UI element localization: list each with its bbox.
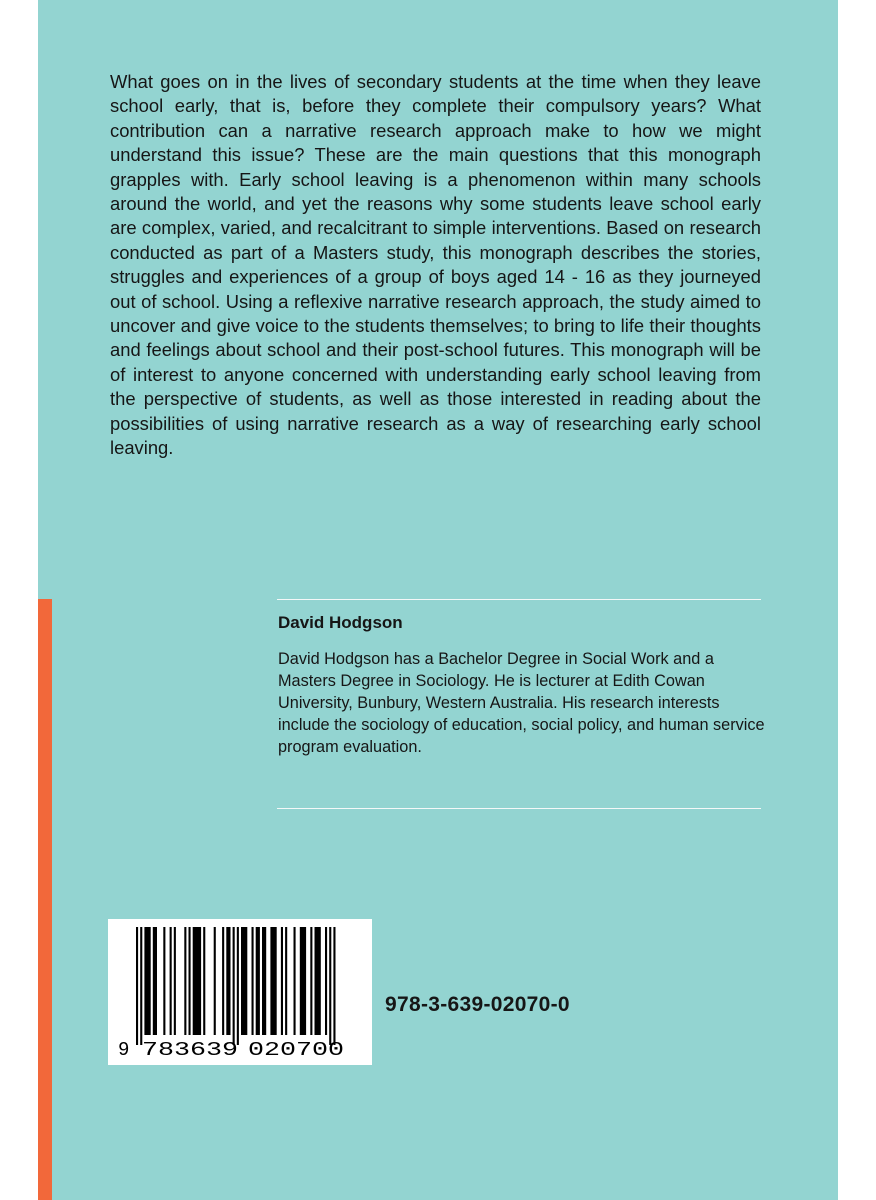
barcode-bar bbox=[136, 927, 138, 1045]
barcode-left-digits: 783639 bbox=[142, 1039, 238, 1061]
barcode-bar bbox=[222, 927, 224, 1035]
barcode-bar bbox=[163, 927, 165, 1035]
barcode-bar bbox=[252, 927, 254, 1035]
barcode bbox=[108, 919, 372, 1065]
barcode-bar bbox=[214, 927, 216, 1035]
barcode-bar bbox=[144, 927, 150, 1035]
barcode-bar bbox=[256, 927, 260, 1035]
barcode-bar bbox=[281, 927, 283, 1035]
barcode-bar bbox=[300, 927, 306, 1035]
divider-bottom bbox=[277, 808, 761, 809]
barcode-bar bbox=[203, 927, 205, 1035]
barcode-bar bbox=[189, 927, 191, 1035]
barcode-right-digits: 020700 bbox=[248, 1039, 344, 1061]
barcode-bar bbox=[315, 927, 321, 1035]
barcode-bar bbox=[270, 927, 276, 1035]
barcode-bar bbox=[329, 927, 331, 1045]
barcode-bar bbox=[262, 927, 266, 1035]
barcode-bar bbox=[237, 927, 239, 1045]
barcode-bar bbox=[241, 927, 247, 1035]
barcode-bar bbox=[174, 927, 176, 1035]
barcode-bar bbox=[285, 927, 287, 1035]
barcode-bar bbox=[193, 927, 201, 1035]
divider-top bbox=[277, 599, 761, 600]
barcode-bar bbox=[226, 927, 230, 1035]
book-description: What goes on in the lives of secondary students at the time when they leave school early, that is, before they complete their compulsory years? What contribution can a narrative research approach make to how we might understand this issue? These are the main questions that this monograph grapples with. Early school leaving is a phenomenon within many schools around the world, and yet the reasons why some students leave school early are complex, varied, and recalcitrant to simple interventions. Based on research conducted as part of a Masters study, this monograph describes the stories, struggles and experiences of a group of boys aged 14 - 16 as they journeyed out of school. Using a reflexive narrative research approach, the study aimed to uncover and give voice to the students themselves; to bring to life their thoughts and feelings about school and their post-school futures. This monograph will be of interest to anyone concerned with understanding early school leaving from the perspective of students, as well as those interested in reading about the possibilities of using narrative research as a way of researching early school leaving. bbox=[110, 71, 761, 459]
barcode-bar bbox=[233, 927, 235, 1045]
barcode-bar bbox=[153, 927, 157, 1035]
author-name: David Hodgson bbox=[278, 613, 403, 632]
author-bio: David Hodgson has a Bachelor Degree in Social Work and a Masters Degree in Sociology. He is lecturer at Edith Cowan University, Bunbury, Western Australia. His research interests include the sociology of education, social policy, and human service program evaluation. bbox=[278, 650, 765, 756]
isbn: 978-3-639-02070-0 bbox=[385, 993, 570, 1016]
barcode-first-digit: 9 bbox=[118, 1039, 130, 1061]
barcode-bar bbox=[294, 927, 296, 1035]
barcode-bar bbox=[333, 927, 335, 1045]
barcode-bar bbox=[325, 927, 327, 1035]
barcode-bars bbox=[136, 927, 336, 1045]
barcode-bar bbox=[170, 927, 172, 1035]
barcode-bar bbox=[310, 927, 312, 1035]
barcode-bar bbox=[184, 927, 186, 1035]
accent-stripe bbox=[38, 599, 52, 1200]
barcode-bar bbox=[140, 927, 142, 1045]
